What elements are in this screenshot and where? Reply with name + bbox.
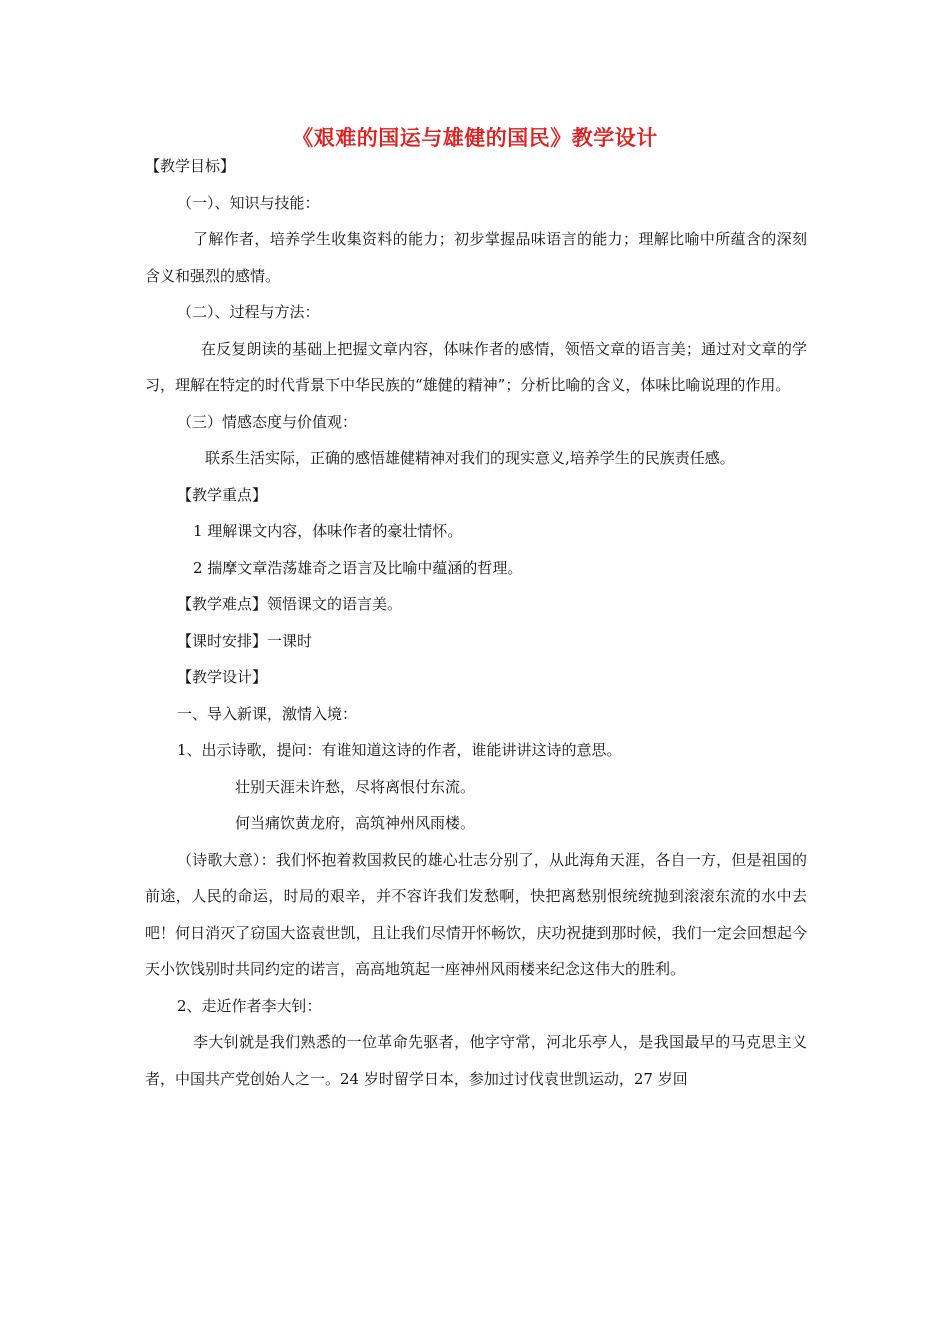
document-title: 《艰难的国运与雄健的国民》教学设计 bbox=[292, 125, 658, 150]
poem-line: 何当痛饮黄龙府，高筑神州风雨楼。 bbox=[235, 814, 476, 832]
key-points-heading: 【教学重点】 bbox=[177, 485, 268, 504]
author-paragraph: 李大钊就是我们熟悉的一位革命先驱者，他字守常，河北乐亭人，是我国最早的马克思主义者，中国共产党创始人之一。24 岁时留学日本，参加过讨伐袁世凯运动，27 岁回 bbox=[145, 1033, 807, 1088]
objectives-heading: 【教学目标】 bbox=[145, 157, 236, 175]
emotion-heading: （三）情感态度与价值观： bbox=[177, 412, 358, 431]
emotion-paragraph: 联系生活实际，正确的感悟雄健精神对我们的现实意义,培养学生的民族责任感。 bbox=[205, 449, 735, 467]
step-item: 1、出示诗歌，提问：有谁知道这诗的作者，谁能讲讲这诗的意思。 bbox=[177, 741, 622, 759]
poem-meaning-paragraph: （诗歌大意）：我们怀抱着救国救民的雄心壮志分别了，从此海角天涯，各自一方，但是祖国的前途，人民的命运，时局的艰辛，并不容许我们发愁啊，快把离愁别恨统统抛到滚滚东流的水中去吧！何日消灭了窃国大盗袁世凯，且让我们尽情开怀畅饮，庆功祝捷到那时候，我们一定会回想起今天小饮饯别时共同约定的诺言，高高地筑起一座神州风雨楼来纪念这伟大的胜利。 bbox=[145, 850, 807, 978]
knowledge-paragraph: 了解作者，培养学生收集资料的能力；初步掌握品味语言的能力；理解比喻中所蕴含的深刻含义和强烈的感情。 bbox=[145, 230, 807, 285]
process-paragraph: 在反复朗读的基础上把握文章内容，体味作者的感情，领悟文章的语言美；通过对文章的学习，理解在特定的时代背景下中华民族的“雄健的精神”；分析比喻的含义，体味比喻说理的作用。 bbox=[145, 339, 807, 394]
document-body bbox=[145, 148, 807, 1097]
key-point-item: 2 揣摩文章浩荡雄奇之语言及比喻中蕴涵的哲理。 bbox=[193, 558, 523, 577]
knowledge-heading: （一）、知识与技能： bbox=[177, 193, 320, 212]
schedule-line: 【课时安排】一课时 bbox=[177, 631, 313, 650]
key-point-item: 1 理解课文内容，体味作者的豪壮情怀。 bbox=[193, 522, 463, 540]
poem-line: 壮别天涯未许愁，尽将离恨付东流。 bbox=[235, 777, 476, 796]
design-heading: 【教学设计】 bbox=[177, 668, 268, 686]
step-heading: 一、导入新课，激情入境： bbox=[177, 704, 358, 723]
difficulty-line: 【教学难点】领悟课文的语言美。 bbox=[177, 595, 403, 613]
step-item: 2、走近作者李大钊： bbox=[177, 996, 322, 1015]
process-heading: （二）、过程与方法： bbox=[177, 303, 320, 321]
